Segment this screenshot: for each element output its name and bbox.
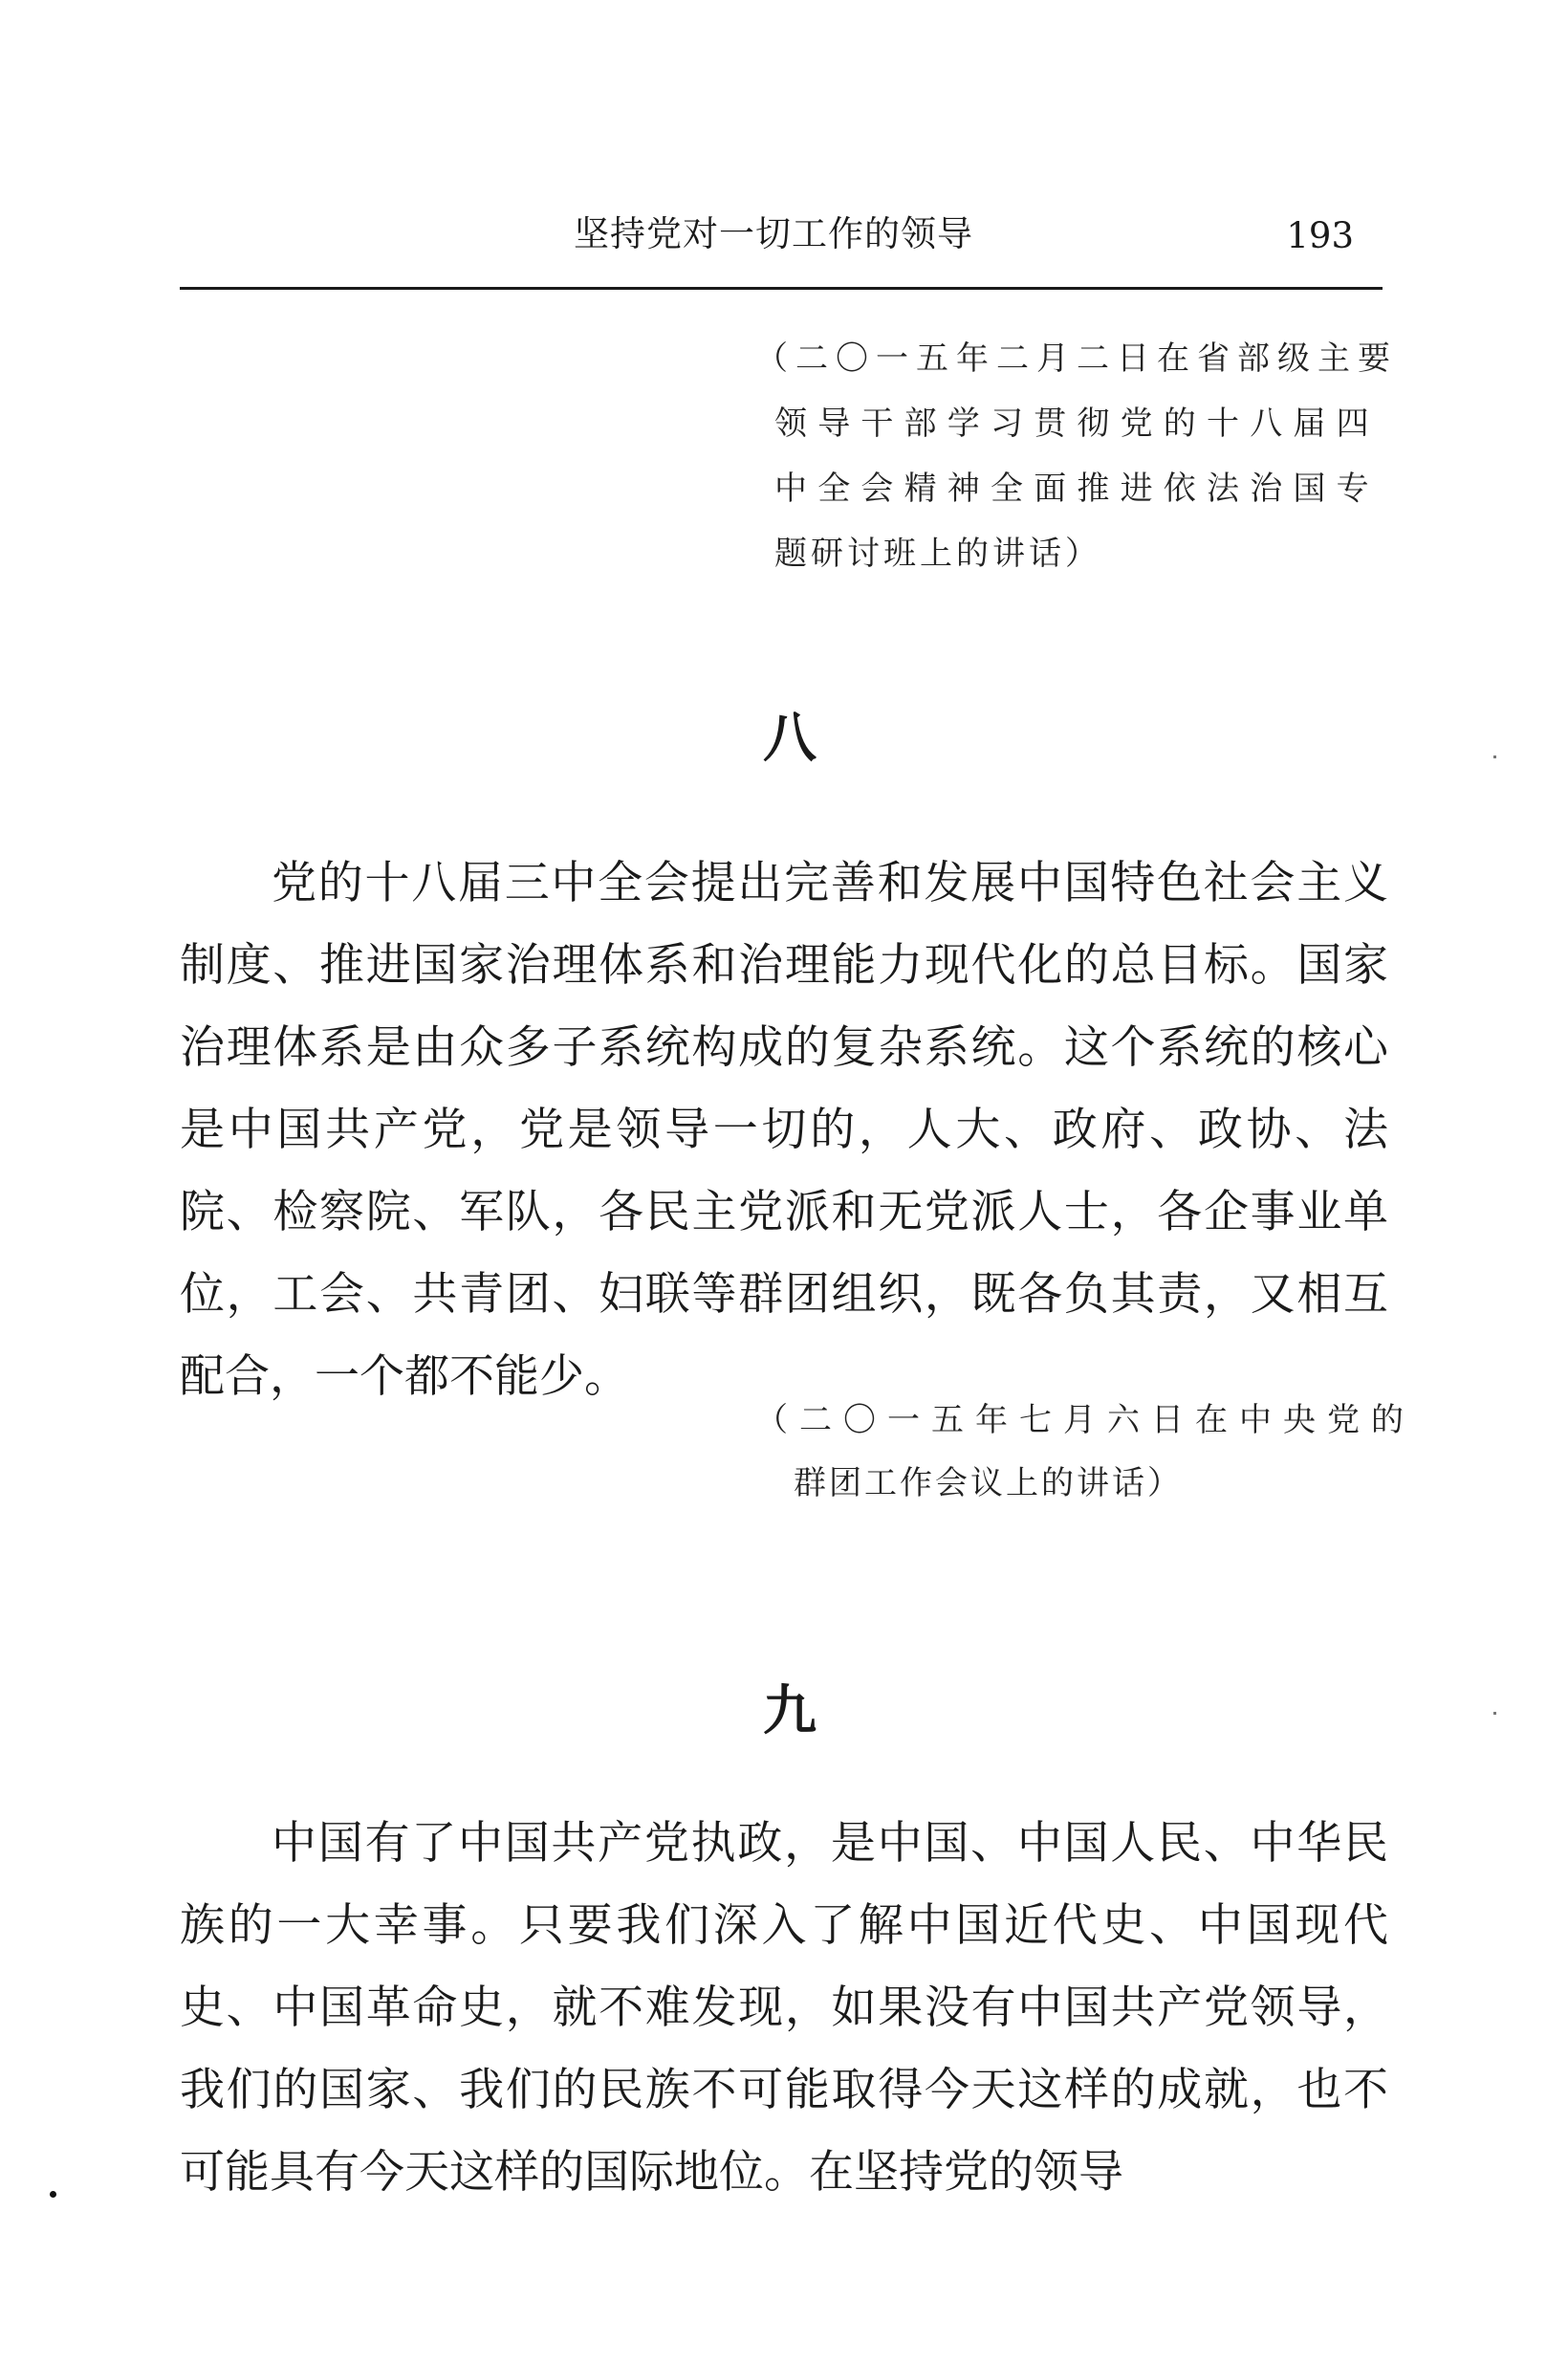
section-heading-8: 八 [763, 708, 817, 770]
section-9-paragraph: 中国有了中国共产党执政，是中国、中国人民、中华民族的一大幸事。只要我们深入了解中国近代史、中国现代史、中国革命史，就不难发现，如果没有中国共产党领导，我们的国家、我们的民族不可能取得今天这样的成就，也不可能具有今天这样的国际地位。在坚持党的领导 [180, 1817, 1388, 2199]
header-rule [180, 287, 1383, 290]
attribution-line: （二〇一五年二月二日在省部级主要 [755, 339, 1398, 378]
scan-speck [1493, 755, 1496, 758]
attribution-line: 中全会精神全面推进依法治国专 [774, 470, 1380, 508]
section-8-paragraph: 党的十八届三中全会提出完善和发展中国特色社会主义制度、推进国家治理体系和治理能力现代化的总目标。国家治理体系是由众多子系统构成的复杂系统。这个系统的核心是中国共产党，党是领导一切的，人大、政府、政协、法院、检察院、军队，各民主党派和无党派人士，各企事业单位，工会、共青团、妇联等群团组织，既各负其责，又相互配合，一个都不能少。 [180, 857, 1388, 1403]
section-heading-9: 九 [763, 1680, 817, 1742]
page-number: 193 [1286, 215, 1354, 256]
scan-speck [1493, 1712, 1496, 1715]
attribution-line: 群团工作会议上的讲话） [794, 1464, 1183, 1502]
running-header-title: 坚持党对一切工作的领导 [574, 213, 973, 254]
scan-speck [50, 2191, 56, 2198]
attribution-line: 题研讨班上的讲话） [774, 535, 1101, 573]
attribution-line: （二〇一五年七月六日在中央党的 [755, 1401, 1415, 1439]
attribution-line: 领导干部学习贯彻党的十八届四 [774, 405, 1380, 443]
